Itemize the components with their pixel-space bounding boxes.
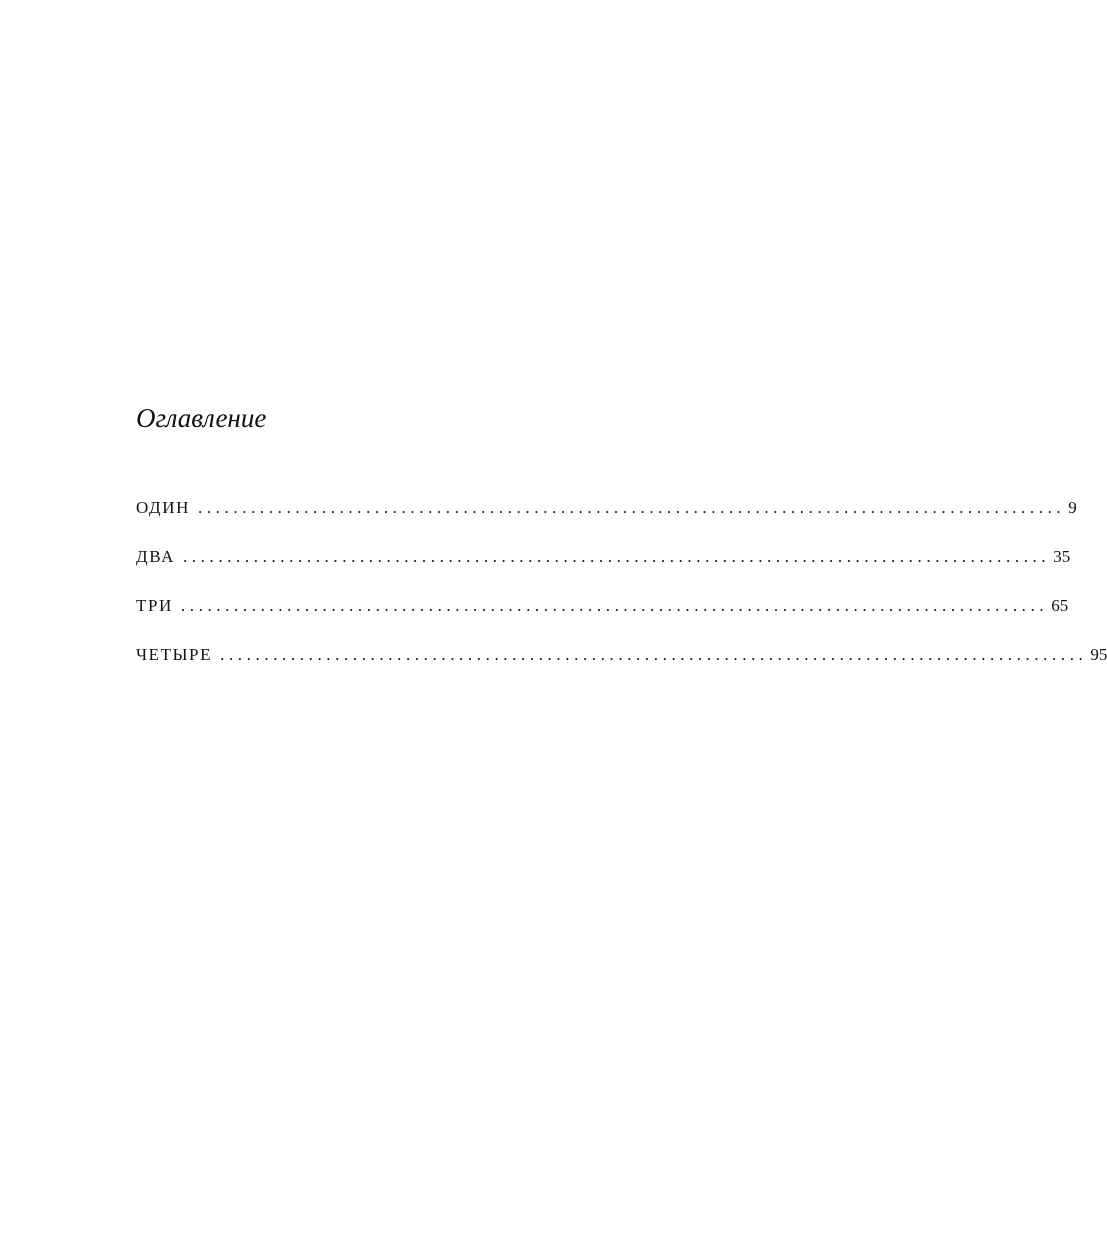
dot-leader: .................................................................................................. [182, 547, 1051, 566]
toc-entry-one[interactable] [136, 492, 1077, 541]
dot-leader: .................................................................................................. [220, 645, 1088, 664]
toc-entry-label: ДВА [136, 547, 175, 566]
toc-entry-four[interactable] [136, 639, 1107, 688]
toc-entry-three[interactable] [136, 590, 1069, 639]
toc-entry-page: 95 [1090, 645, 1107, 664]
dot-leader: .................................................................................................. [197, 498, 1066, 517]
toc-entry-label: ЧЕТЫРЕ [136, 645, 213, 664]
toc-entry-page: 9 [1068, 498, 1077, 517]
toc-title: Оглавление [136, 403, 267, 433]
toc-entry-label: ТРИ [136, 596, 173, 615]
toc-entry-two[interactable] [136, 541, 1071, 590]
toc-list [136, 492, 1107, 688]
dot-leader: .................................................................................................. [180, 596, 1049, 615]
toc-entry-page: 35 [1053, 547, 1071, 566]
toc-entry-page: 65 [1051, 596, 1069, 615]
toc-entry-label: ОДИН [136, 498, 190, 517]
